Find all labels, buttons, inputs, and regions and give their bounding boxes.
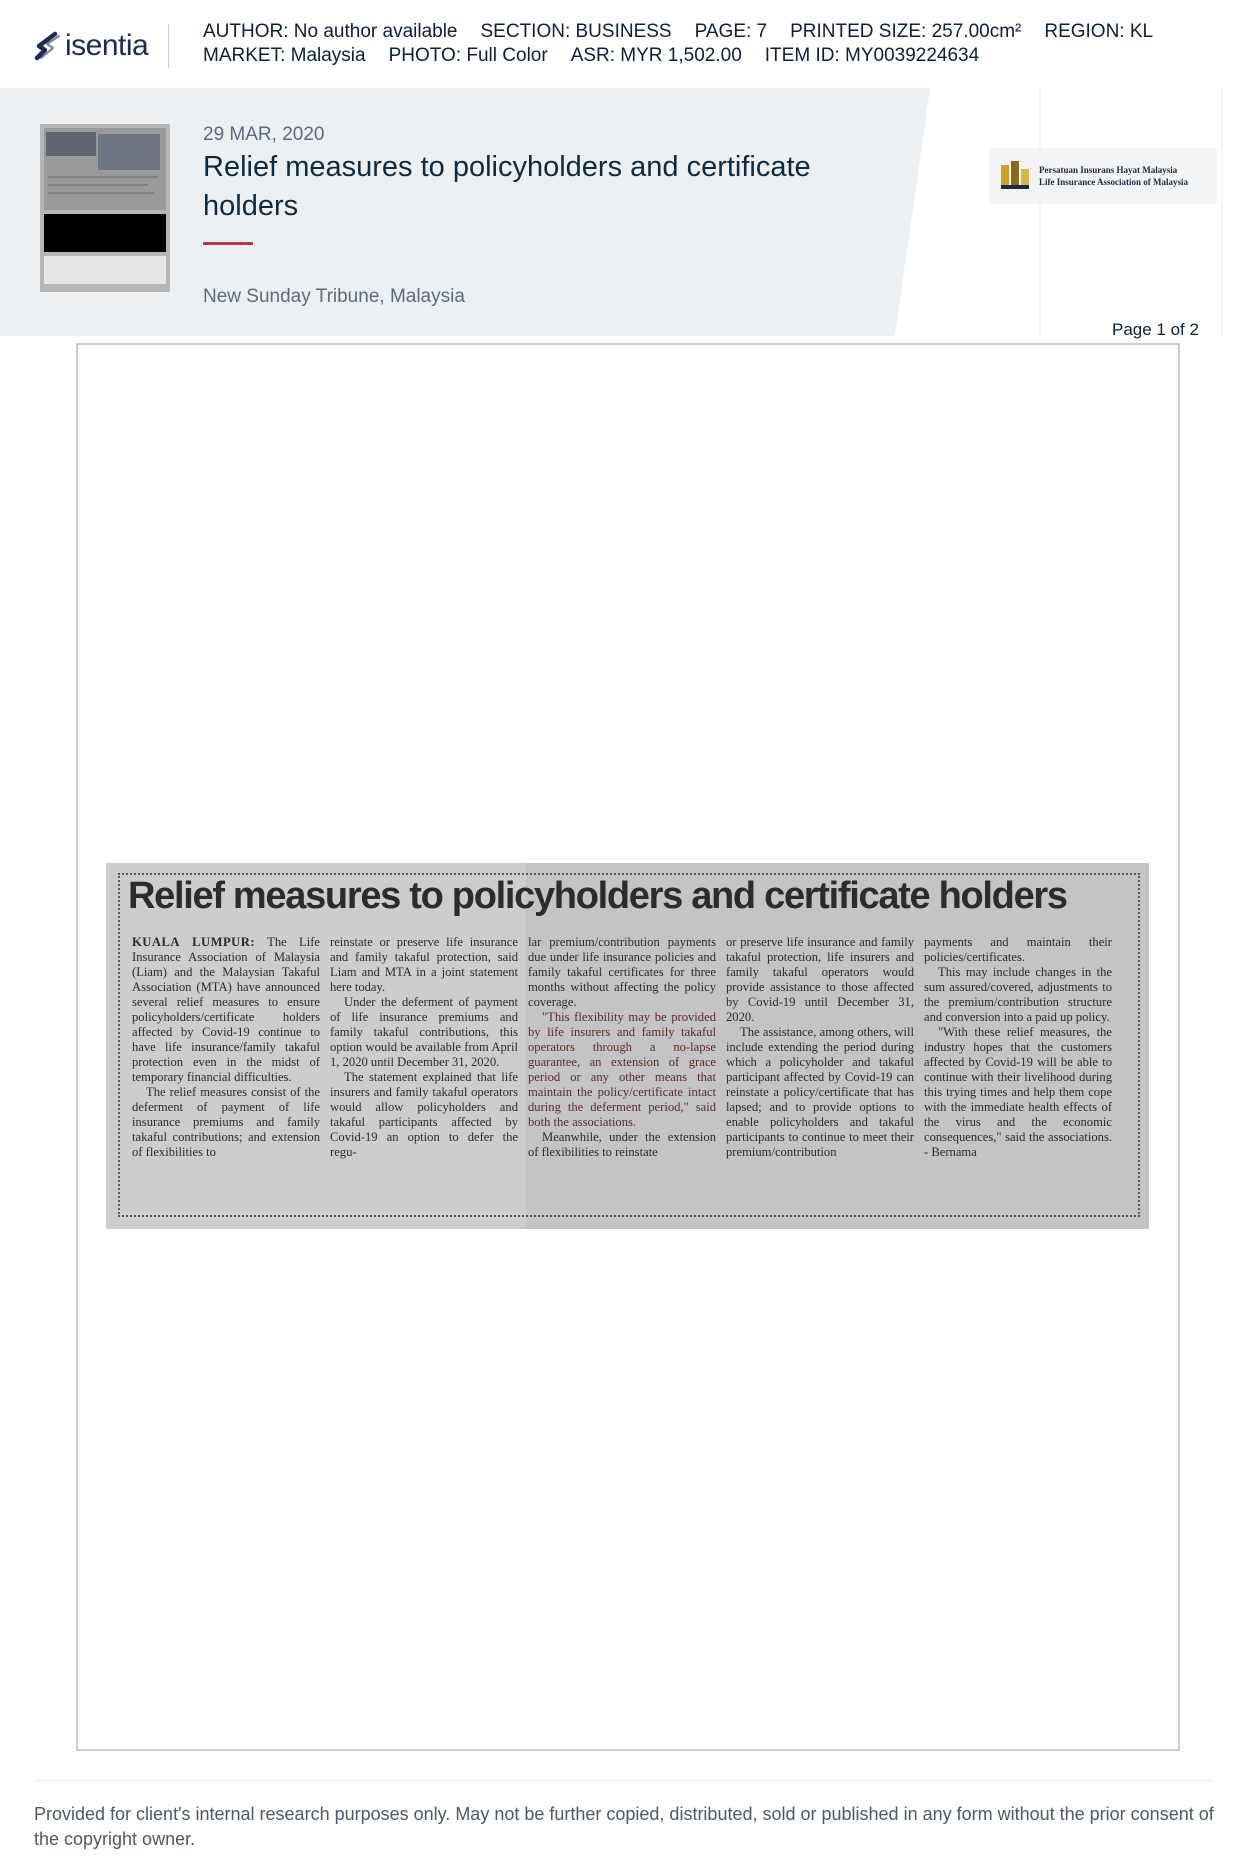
- clipping-paragraph: Meanwhile, under the extension of flexibilities to reinstate: [528, 1130, 716, 1159]
- clipping-column-5: [924, 935, 1112, 1160]
- clipping-paragraph: reinstate or preserve life insurance and family takaful protection, said Liam and MTA in a joint statement here today.: [330, 935, 518, 994]
- meta-region: REGION: KL: [1044, 21, 1154, 42]
- clipping-column-2: [330, 935, 518, 1160]
- clipping-thumbnail[interactable]: [40, 124, 170, 292]
- meta-row-2: [203, 44, 1223, 68]
- logo-divider: [168, 24, 169, 68]
- newspaper-clipping: [106, 863, 1149, 1229]
- clipping-paragraph: or preserve life insurance and family takaful protection, life insurers and family takaful operators would provide assistance to those affected by Covid-19 until December 31, 2020.: [726, 935, 914, 1024]
- footer-divider: [34, 1780, 1214, 1781]
- clipping-paragraph: The statement explained that life insurers and family takaful operators would allow policyholders and takaful participants affected by Covid-19 an option to defer the regu-: [330, 1070, 518, 1159]
- meta-market: MARKET: Malaysia: [203, 45, 366, 66]
- clipping-paragraph: This may include changes in the sum assured/covered, adjustments to the premium/contribution structure and conversion into a paid up policy.: [924, 965, 1112, 1024]
- clipping-column-4: [726, 935, 914, 1160]
- client-name-malay: Persatuan Insurans Hayat Malaysia: [1039, 165, 1178, 175]
- clipping-paragraph: "With these relief measures, the industry hopes that the customers affected by Covid-19 will be able to continue with their livelihood during this trying times and help them cope with the immediate health effects of the virus and the economic consequences," said the associations. - Bernama: [924, 1025, 1112, 1159]
- clipping-column-3: [528, 935, 716, 1160]
- meta-row-1: [203, 20, 1223, 44]
- isentia-wordmark: isentia: [65, 29, 149, 62]
- clipping-paragraph: The Life Insurance Association of Malaysia (Liam) and the Malaysian Takaful Association (MTA) have announced several relief measures to ensure policyholders/certificate holders affected by Covid-19 continue to have life insurance/family takaful protection even in the midst of temporary financial difficulties.: [132, 935, 320, 1084]
- meta-photo: PHOTO: Full Color: [388, 45, 548, 66]
- liam-logo-icon: [999, 159, 1033, 193]
- meta-info: [203, 20, 1223, 68]
- isentia-logo: [33, 28, 148, 64]
- meta-asr: ASR: MYR 1,502.00: [570, 45, 742, 66]
- clipping-body: [132, 935, 1122, 1205]
- client-logo: [989, 148, 1217, 204]
- footer-disclaimer: Provided for client's internal research purposes only. May not be further copied, distributed, sold or published in any form without the prior consent of the copyright owner.: [34, 1804, 1214, 1849]
- meta-page: PAGE: 7: [694, 21, 768, 42]
- top-meta-bar: [0, 0, 1250, 88]
- clipping-paragraph: Under the deferment of payment of life insurance premiums and family takaful contributions, this option would be available from April 1, 2020 until December 31, 2020.: [330, 995, 518, 1069]
- page-indicator: Page 1 of 2: [1112, 320, 1199, 339]
- clipping-paragraph: lar premium/contribution payments due under life insurance policies and family takaful certificates for three months without affecting the policy coverage.: [528, 935, 716, 1009]
- clipping-paragraph: payments and maintain their policies/certificates.: [924, 935, 1112, 964]
- clipping-paragraph: The relief measures consist of the deferment of payment of life insurance premiums and family takaful contributions; and extension of flexibilities to: [132, 1085, 320, 1159]
- article-title: Relief measures to policyholders and certificate holders: [203, 151, 811, 222]
- meta-section: SECTION: BUSINESS: [480, 21, 672, 42]
- clipping-column-1: [132, 935, 320, 1160]
- client-name-english: Life Insurance Association of Malaysia: [1039, 177, 1189, 187]
- article-source: New Sunday Tribune, Malaysia: [203, 286, 465, 307]
- article-date: 29 MAR, 2020: [203, 124, 325, 145]
- meta-item-id: ITEM ID: MY0039224634: [764, 45, 980, 66]
- title-accent-line: [203, 242, 253, 245]
- clipping-headline: Relief measures to policyholders and certificate holders: [128, 875, 1067, 917]
- clipping-dateline: KUALA LUMPUR:: [132, 935, 256, 949]
- meta-author: AUTHOR: No author available: [203, 21, 458, 42]
- redacted-block: [44, 214, 166, 252]
- meta-printed-size: PRINTED SIZE: 257.00cm²: [790, 21, 1022, 42]
- isentia-logo-icon: [33, 30, 63, 62]
- clipping-paragraph: The assistance, among others, will include extending the period during which a policyholder and takaful participant affected by Covid-19 can reinstate a policy/certificate that has lapsed; and to provide options to enable policyholders and takaful participants to continue to meet their premium/contribution: [726, 1025, 914, 1159]
- clipping-paragraph: "This flexibility may be provided by life insurers and family takaful operators through a no-lapse guarantee, an extension of grace period or any other means that maintain the policy/certificate intact during the deferment period," said both the associations.: [528, 1010, 716, 1129]
